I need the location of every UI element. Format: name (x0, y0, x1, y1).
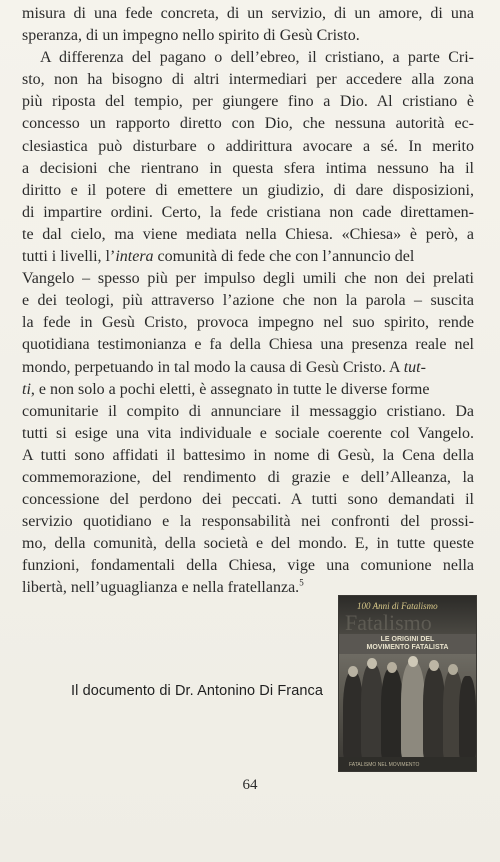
person-head (448, 664, 458, 675)
cover-origins-title (341, 636, 474, 652)
text-fragment: libertà, nell’uguaglianza e nella fratellanza. (22, 579, 300, 597)
text-line: quotidiana testimonianza e fa della Chiesa una presenza reale nel (22, 336, 474, 354)
text-line: commemorazione, del rendimento di grazie e dell’Alleanza, la (22, 468, 474, 486)
text-line: servizio quotidiano e la responsabilità nei confronti del prossi- (22, 513, 474, 531)
text-line: comunitarie il compito di annunciare il messaggio cristiano. Da (22, 402, 474, 420)
text-line: mo, della comunità, della società e del mondo. E, in tutte queste (22, 535, 474, 553)
text-line (22, 379, 474, 401)
person-figure (423, 666, 445, 759)
image-caption: Il documento di Dr. Antonino Di Franca (71, 683, 324, 699)
text-line (22, 357, 474, 379)
text-line: misura di una fede concreta, di un servizio, di un amore, di una (22, 5, 474, 22)
text-line: clesiastica può disturbare o addirittura avocare a sé. In merito (22, 137, 474, 155)
text-line: speranza, di un impegno nello spirito di Gesù Cristo. (22, 27, 360, 45)
emphasis-tutti: tut- (403, 358, 426, 376)
person-head (408, 656, 418, 667)
text-line: concesso un rapporto diretto con Dio, che nessuna autorità ec- (22, 115, 474, 133)
text-fragment: comunità di fede che con l’annuncio del (153, 248, 415, 266)
person-figure (381, 668, 403, 759)
emphasis-intera: intera (115, 248, 154, 266)
text-line: la fede in Gesù Cristo, provoca impegno nel suo spirito, rende (22, 314, 474, 332)
text-line: A differenza del pagano o dell’ebreo, il cristiano, a parte Cri- (40, 49, 474, 67)
text-line: diritto e il potere di emettere un giudizio, di dare disposizioni, (22, 181, 474, 199)
text-line: tutti si esige una vita individuale e sociale coerente col Vangelo. (22, 424, 474, 442)
page-number: 64 (242, 777, 258, 793)
cover-origins-line2: MOVIMENTO FATALISTA (366, 644, 449, 651)
text-line: funzioni, fondamentali della Chiesa, vige una comunione nella (22, 557, 474, 575)
person-head (348, 666, 358, 677)
text-fragment: mondo, perpetuando in tal modo la causa di Gesù Cristo. A (22, 358, 404, 376)
text-line: di impartire ordini. Certo, la fede cristiana non cade direttamen- (22, 203, 474, 221)
person-figure (459, 676, 476, 759)
text-fragment: tutti i livelli, l’ (22, 248, 116, 266)
person-head (367, 658, 377, 669)
text-line: e dei teologi, più attraverso l’azione che non la parola – suscita (22, 292, 474, 310)
cover-footer-text: FATALISMO NEL MOVIMENTO (349, 762, 420, 768)
cover-top-title: 100 Anni di Fatalismo (357, 601, 438, 611)
book-cover-photo (339, 596, 476, 771)
person-figure (361, 664, 383, 759)
footnote-marker: 5 (299, 578, 304, 589)
body-text (22, 3, 474, 600)
group-photo (339, 654, 476, 759)
cover-background-title: Fatalismo (345, 610, 432, 635)
text-line (22, 246, 474, 268)
text-line: a decisioni che rientrano in questa sfera intima nessuno ha il (22, 159, 474, 177)
text-line: sto, non ha bisogno di altri intermediari per accedere alla zona (22, 71, 474, 89)
text-line: Vangelo – spesso più per impulso degli umili che non dei prelati (22, 270, 474, 288)
text-line: concessione del perdono dei peccati. A tutti sono demandati il (22, 491, 474, 509)
text-fragment: , e non solo a pochi eletti, è assegnato in tutte le diverse forme (30, 380, 430, 398)
person-head (387, 662, 397, 673)
text-line: te dal cielo, ma viene mediata nella Chiesa. «Chiesa» è però, a (22, 225, 474, 243)
person-figure (343, 672, 363, 759)
text-line: più riposta del tempio, per giungere fino a Dio. Al cristiano è (22, 93, 474, 111)
text-line: A tutti sono affidati il battesimo in nome di Gesù, la Cena della (22, 446, 474, 464)
cover-origins-line1: LE ORIGINI DEL (380, 636, 435, 643)
person-figure (401, 662, 425, 759)
emphasis-ti: ti (22, 380, 31, 398)
person-head (429, 660, 439, 671)
